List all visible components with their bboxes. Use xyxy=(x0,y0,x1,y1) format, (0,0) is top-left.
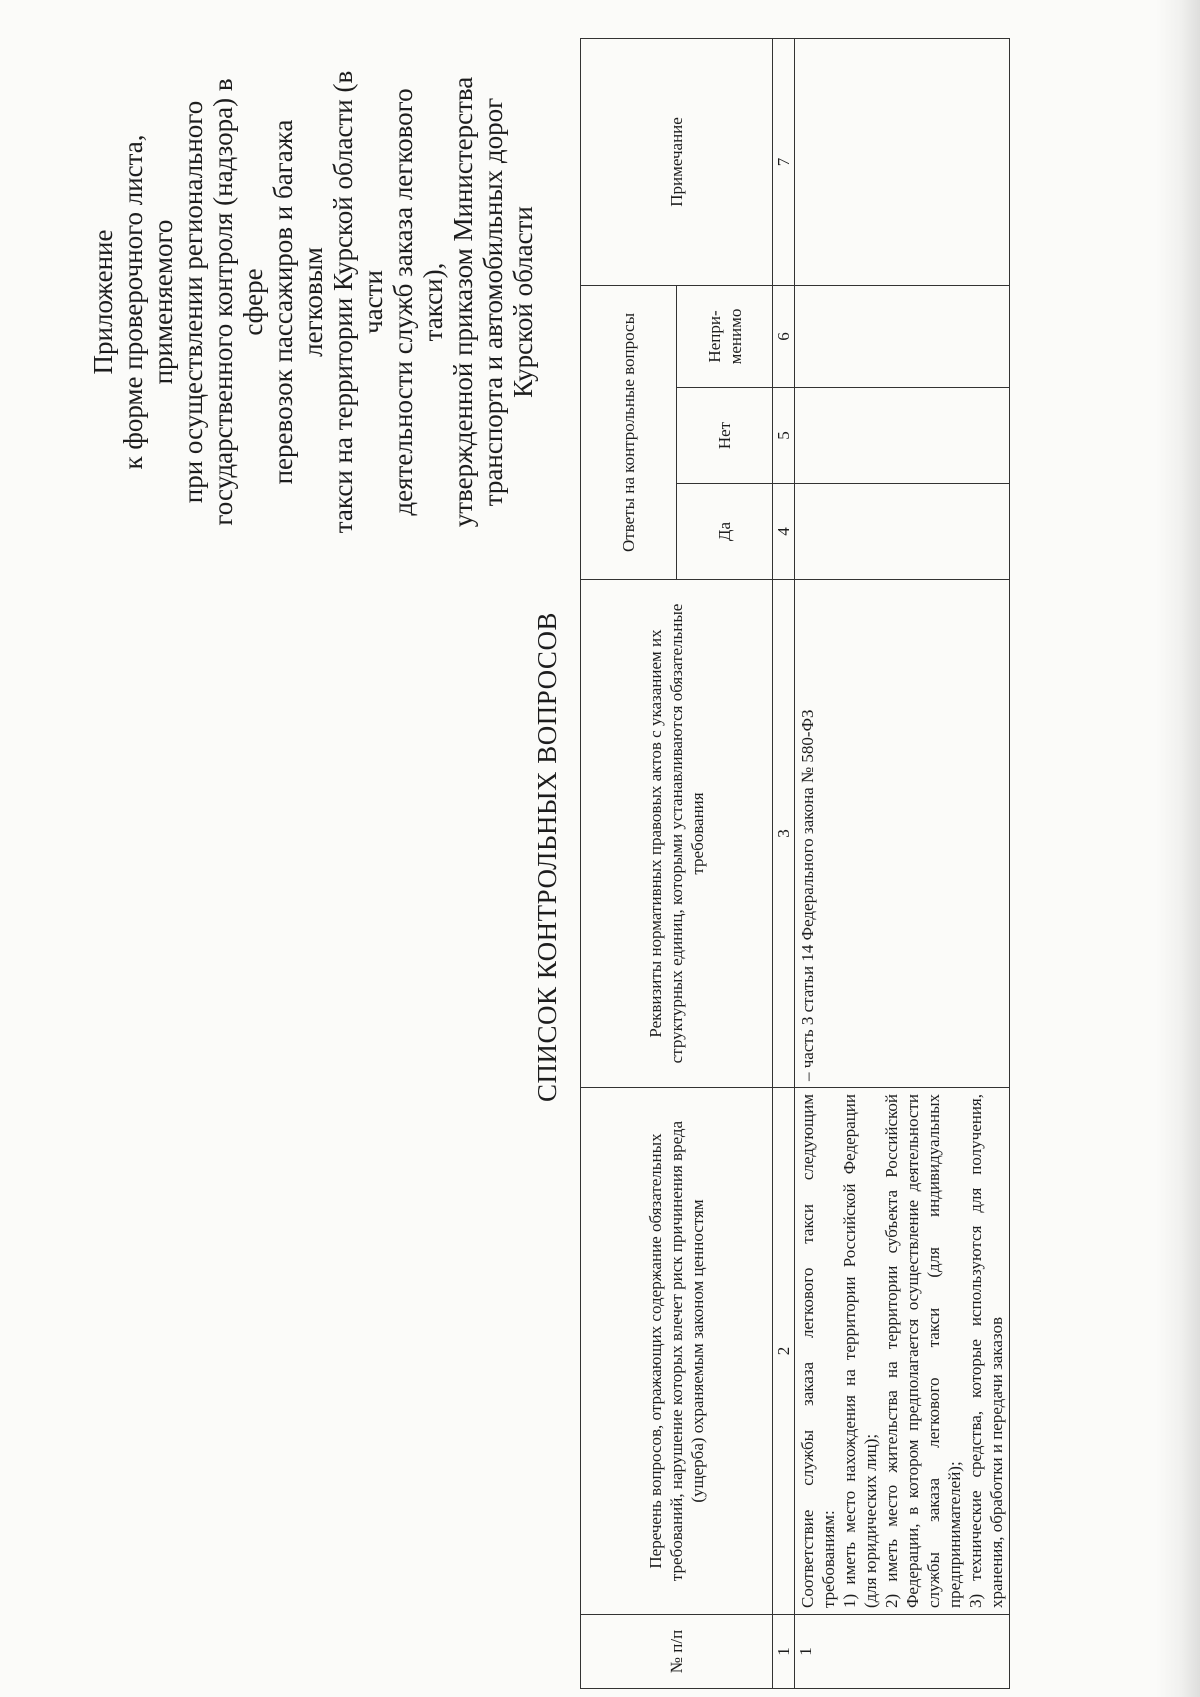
column-number: 5 xyxy=(773,388,795,484)
column-number: 1 xyxy=(773,1615,795,1689)
header-not-applicable: Непри- менимо xyxy=(677,285,773,387)
column-number-row xyxy=(773,38,795,1688)
column-number: 7 xyxy=(773,38,795,285)
header-answers: Ответы на контрольные вопросы xyxy=(581,285,677,579)
requirement-line: 1) иметь место нахождения на территории Российской Федерации (для юридических лиц); xyxy=(840,1094,880,1608)
column-number: 3 xyxy=(773,580,795,1088)
answer-yes-cell[interactable] xyxy=(795,484,1010,580)
answer-no-cell[interactable] xyxy=(795,388,1010,484)
appendix-title: Приложение xyxy=(88,229,118,375)
row-number: 1 xyxy=(795,1615,1010,1689)
requirement-cell xyxy=(795,1088,1010,1615)
appendix-line: Курской области xyxy=(508,206,538,398)
answer-not-applicable-cell[interactable] xyxy=(795,285,1010,387)
header-no: Нет xyxy=(677,388,773,484)
table-header-row xyxy=(581,38,677,1688)
appendix-line: государственного контроля (надзора) в сфере xyxy=(208,78,268,526)
header-note: Примечание xyxy=(581,38,773,285)
appendix-line: к форме проверочного листа, применяемого xyxy=(118,134,178,470)
requirement-line: 3) технические средства, которые используются для получения, хранения, обработки и передачи заказов xyxy=(966,1094,1006,1608)
requirement-line: 2) иметь место жительства на территории субъекта Российской Федерации, в котором предполагается осуществление деятельности службы заказа легкового такси (для индивидуальных предпринимателей); xyxy=(882,1094,964,1608)
appendix-line: деятельности служб заказа легкового такси), xyxy=(388,88,448,516)
appendix-line: при осуществлении регионального xyxy=(178,100,208,504)
appendix-line: транспорта и автомобильных дорог xyxy=(478,97,508,507)
column-number: 2 xyxy=(773,1088,795,1615)
legal-act-cell: – часть 3 статьи 14 Федерального закона № 580-ФЗ xyxy=(795,580,1010,1088)
column-number: 6 xyxy=(773,285,795,387)
header-num: № п/п xyxy=(581,1615,773,1689)
appendix-line: такси на территории Курской области (в части xyxy=(328,70,388,534)
appendix-line: утвержденной приказом Министерства xyxy=(448,76,478,528)
table-row xyxy=(795,38,1010,1688)
list-title: СПИСОК КОНТРОЛЬНЫХ ВОПРОСОВ xyxy=(532,612,562,1102)
header-acts: Реквизиты нормативных правовых актов с указанием их структурных единиц, которыми устанавливаются обязательные требования xyxy=(581,580,773,1088)
requirement-line: Соответствие службы заказа легкового такси следующим требованиям: xyxy=(798,1094,838,1608)
column-number: 4 xyxy=(773,484,795,580)
note-cell[interactable] xyxy=(795,38,1010,285)
appendix-line: перевозок пассажиров и багажа легковым xyxy=(268,119,328,485)
checklist-table xyxy=(580,38,1010,1689)
header-yes: Да xyxy=(677,484,773,580)
header-questions: Перечень вопросов, отражающих содержание обязательных требований, нарушение которых влечет риск причинения вреда (ущерба) охраняемым законом ценностям xyxy=(581,1088,773,1615)
appendix-header xyxy=(88,67,538,537)
